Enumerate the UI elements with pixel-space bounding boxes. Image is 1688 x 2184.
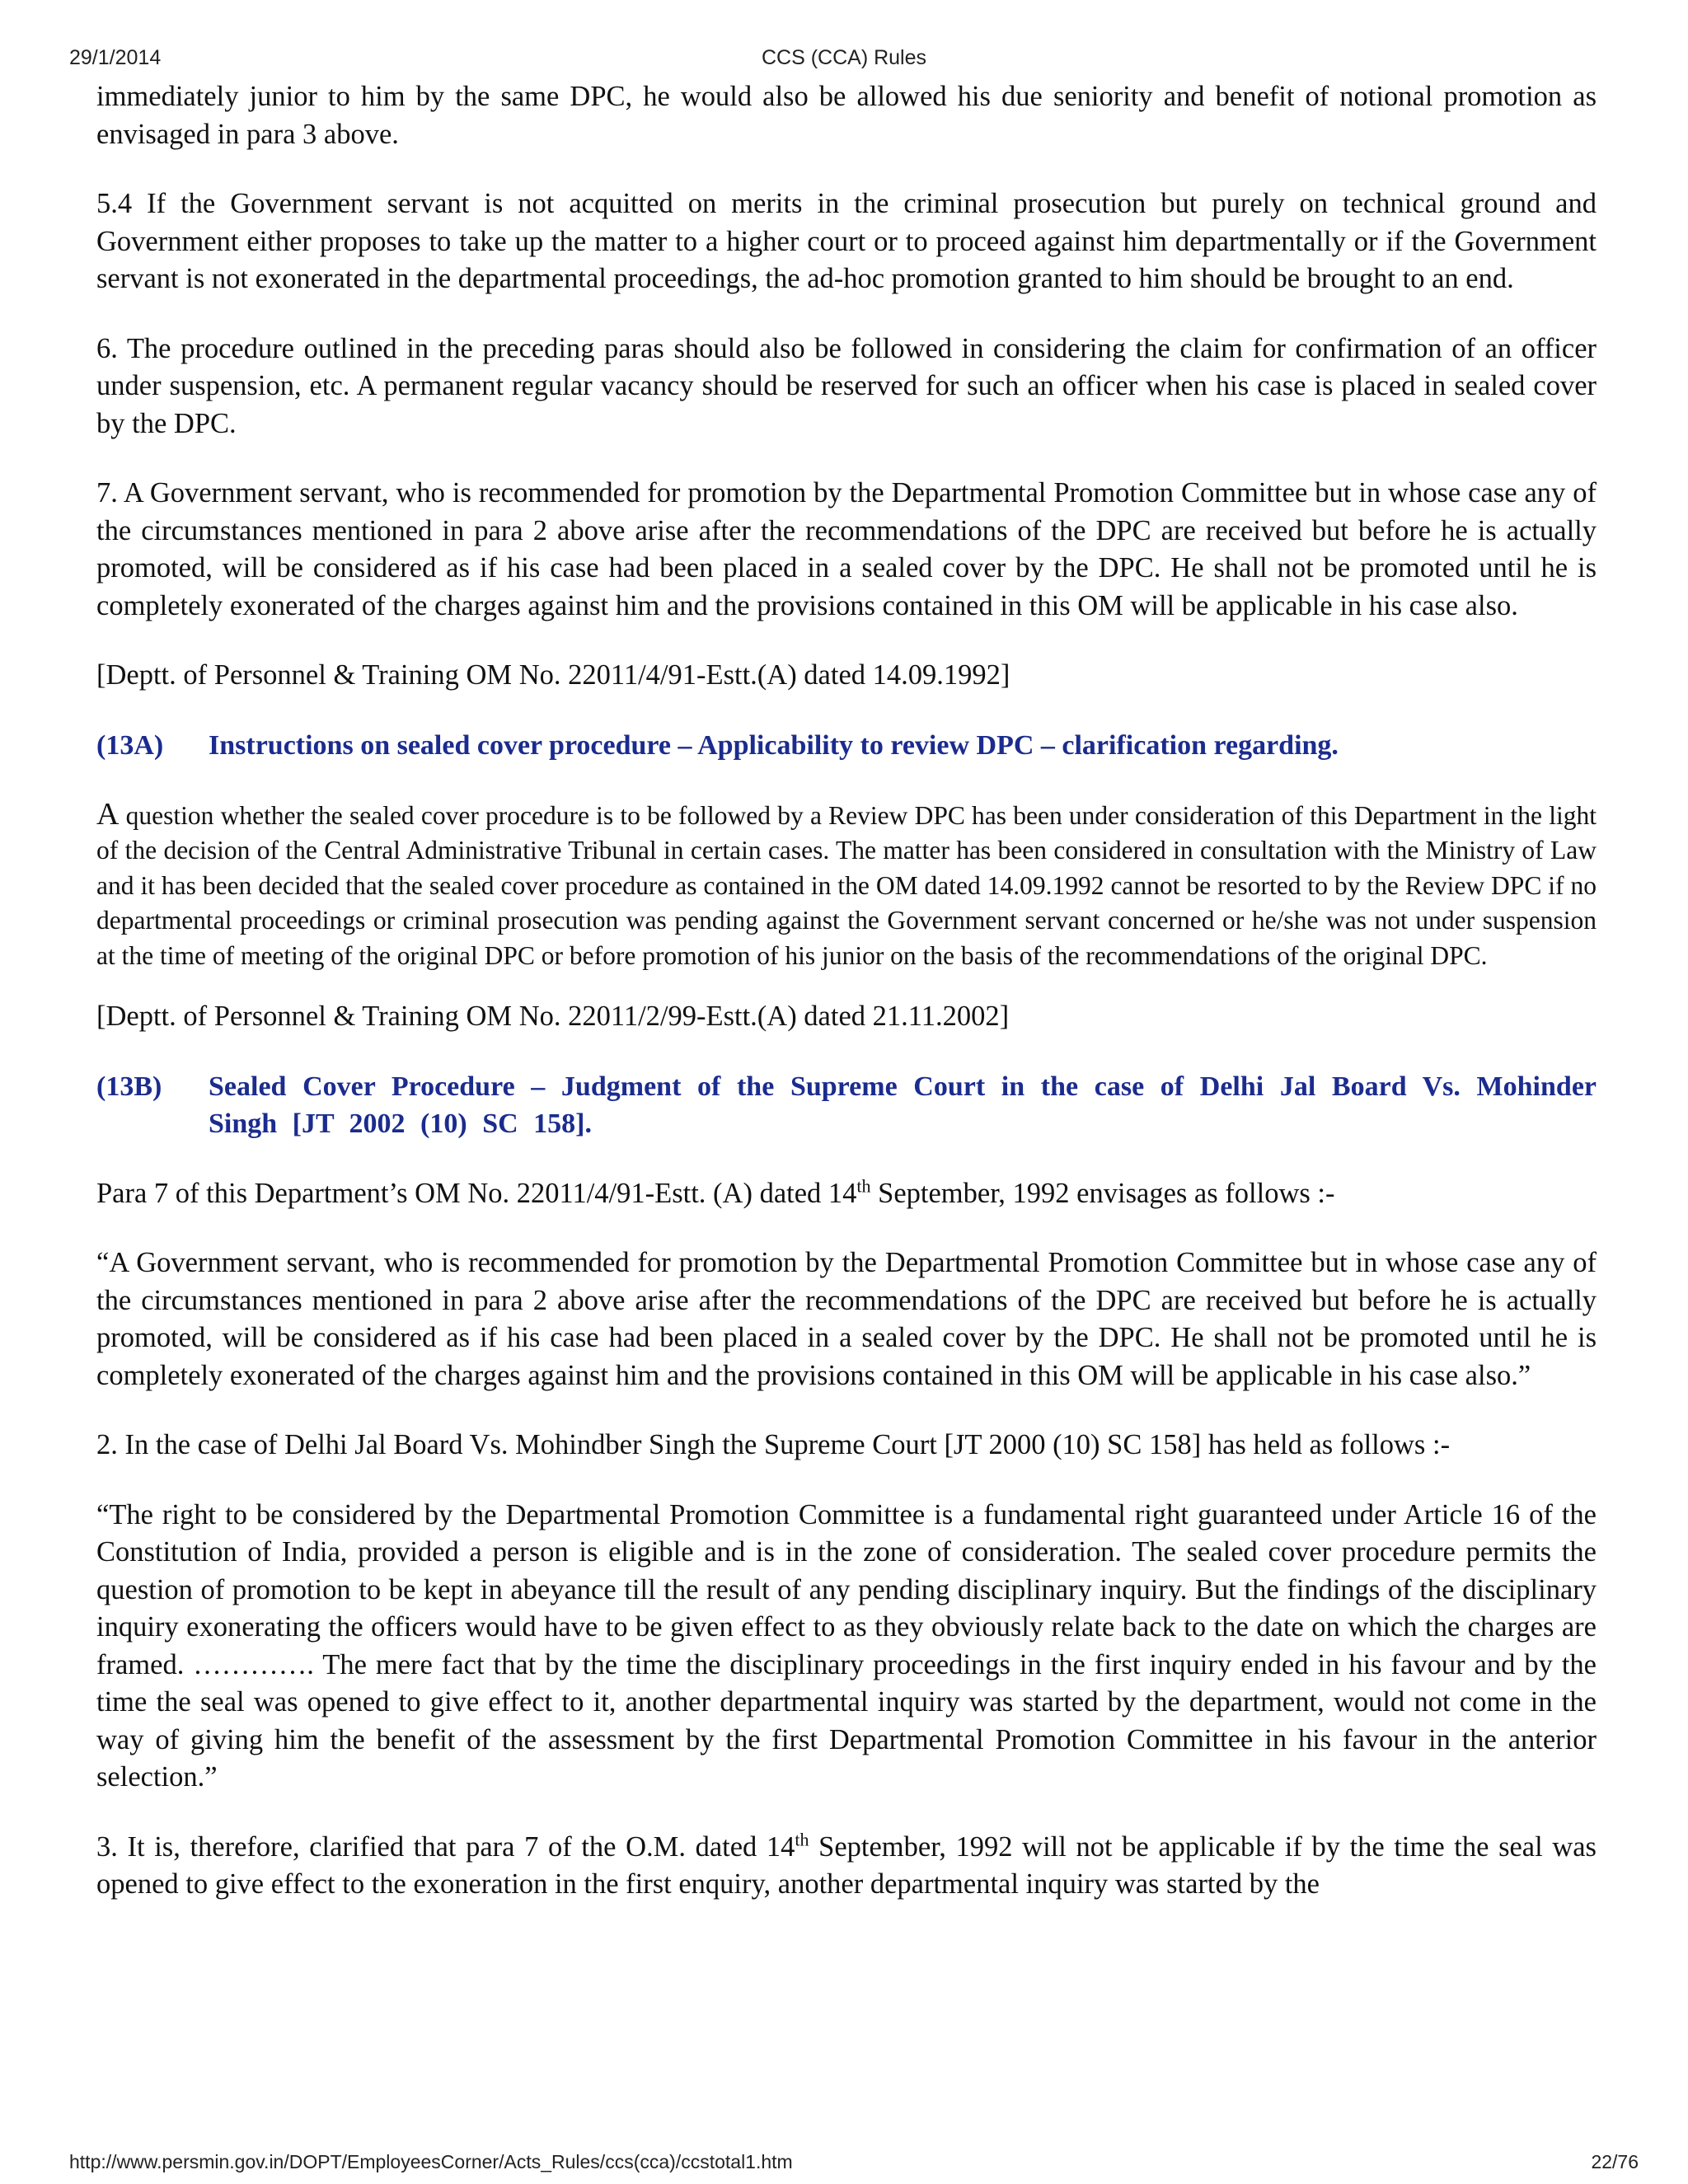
reference-2002: [Deptt. of Personnel & Training OM No. 22011/2/99-Estt.(A) dated 21.11.2002] <box>96 1001 1010 1032</box>
ordinal-suffix: th <box>856 1175 871 1196</box>
section-heading-13a <box>96 727 1597 764</box>
paragraph-review-dpc-text: question whether the sealed cover procedure is to be followed by a Review DPC has been under consideration of this Department in the light of the decision of the Central Administrative Tribunal in certain cases. The matter has been considered in consultation with the Ministry of Law and it has been decided that the sealed cover procedure as contained in the OM dated 14.09.1992 cannot be resorted to by the Review DPC if no departmental proceedings or criminal prosecution was pending against the Government servant concerned or he/she was not under suspension at the time of meeting of the original DPC or before promotion of his junior on the basis of the recommendations of the original DPC. <box>96 800 1597 970</box>
drop-letter: A <box>96 796 120 832</box>
reference-1992: [Deptt. of Personnel & Training OM No. 22011/4/91-Estt.(A) dated 14.09.1992] <box>96 659 1010 691</box>
quote-para7: “A Government servant, who is recommended for promotion by the Departmental Promotion Committee but in whose case any of the circumstances mentioned in para 2 above arise after the recommendations of the DPC are received but before he is actually promoted, will be considered as if his case had been placed in a sealed cover by the DPC. He shall not be promoted until he is completely exonerated of the charges against him and the provisions contained in this OM will be applicable in his case also.” <box>96 1247 1597 1391</box>
section-title-13b: Sealed Cover Procedure – Judgment of the Supreme Court in the case of Delhi Jal Board Vs. Mohinder Singh [JT 2002 (10) SC 158]. <box>209 1071 1597 1139</box>
section-number-13a: (13A) <box>96 729 164 761</box>
paragraph-continuation: immediately junior to him by the same DPC, he would also be allowed his due seniority and benefit of notional promotion as envisaged in para 3 above. <box>96 81 1597 150</box>
paragraph-2-case: 2. In the case of Delhi Jal Board Vs. Mohindber Singh the Supreme Court [JT 2000 (10) SC 158] has held as follows :- <box>96 1429 1451 1460</box>
quote-supreme-court: “The right to be considered by the Departmental Promotion Committee is a fundamental right guaranteed under Article 16 of the Constitution of India, provided a person is eligible and is in the zone of consideration. The sealed cover procedure permits the question of promotion to be kept in abeyance till the result of any pending disciplinary inquiry. But the findings of the disciplinary inquiry exonerating the officers would have to be given effect to as they obviously relate back to the date on which the charges are framed. …………. The mere fact that by the time the disciplinary proceedings in the first inquiry ended in his favour and by the time the seal was opened to give effect to it, another departmental inquiry was started by the department, would not come in the way of giving him the benefit of the assessment by the first Departmental Promotion Committee in his favour in the anterior selection.” <box>96 1498 1597 1793</box>
paragraph-5-4: 5.4 If the Government servant is not acquitted on merits in the criminal prosecution but purely on technical ground and Government either proposes to take up the matter to a higher court or to proceed against him departmentally or if the Government servant is not exonerated in the departmental proceedings, the ad-hoc promotion granted to him should be brought to an end. <box>96 188 1597 294</box>
para7-intro-tail: September, 1992 envisages as follows :- <box>870 1177 1335 1209</box>
header-date: 29/1/2014 <box>69 46 162 69</box>
section-title-13a: Instructions on sealed cover procedure – Applicability to review DPC – clarification regarding. <box>209 729 1339 761</box>
section-number-13b: (13B) <box>96 1071 162 1102</box>
paragraph-6: 6. The procedure outlined in the preceding paras should also be followed in considering the claim for confirmation of an officer under suspension, etc. A permanent regular vacancy should be reserved for such an officer when his case is placed in sealed cover by the DPC. <box>96 332 1597 439</box>
footer-page-number: 22/76 <box>1591 2151 1639 2172</box>
document-body <box>96 78 1597 1936</box>
ordinal-suffix: th <box>795 1829 809 1849</box>
paragraph-7: 7. A Government servant, who is recommended for promotion by the Departmental Promotion Committee but in whose case any of the circumstances mentioned in para 2 above arise after the recommendations of the DPC are received but before he is actually promoted, will be considered as if his case had been placed in a sealed cover by the DPC. He shall not be promoted until he is completely exonerated of the charges against him and the provisions contained in this OM will be applicable in his case also. <box>96 477 1597 621</box>
section-heading-13b <box>96 1068 1597 1142</box>
paragraph-review-dpc <box>96 797 1597 974</box>
paragraph-3-clarified <box>96 1829 1597 1904</box>
footer-url: http://www.persmin.gov.in/DOPT/EmployeesCorner/Acts_Rules/ccs(cca)/ccstotal1.htm <box>69 2151 793 2172</box>
paragraph-para7-intro <box>96 1175 1597 1213</box>
paragraph-3-text: 3. It is, therefore, clarified that para 7 of the O.M. dated 14 <box>96 1830 795 1863</box>
para7-intro-text: Para 7 of this Department’s OM No. 22011/4/91-Estt. (A) dated 14 <box>96 1177 857 1209</box>
header-title: CCS (CCA) Rules <box>761 46 927 69</box>
paragraph-3-tail: September, 1992 will not be applicable if by the time the seal was opened to give effect to the exoneration in the first enquiry, another departmental inquiry was started by the <box>96 1830 1597 1900</box>
